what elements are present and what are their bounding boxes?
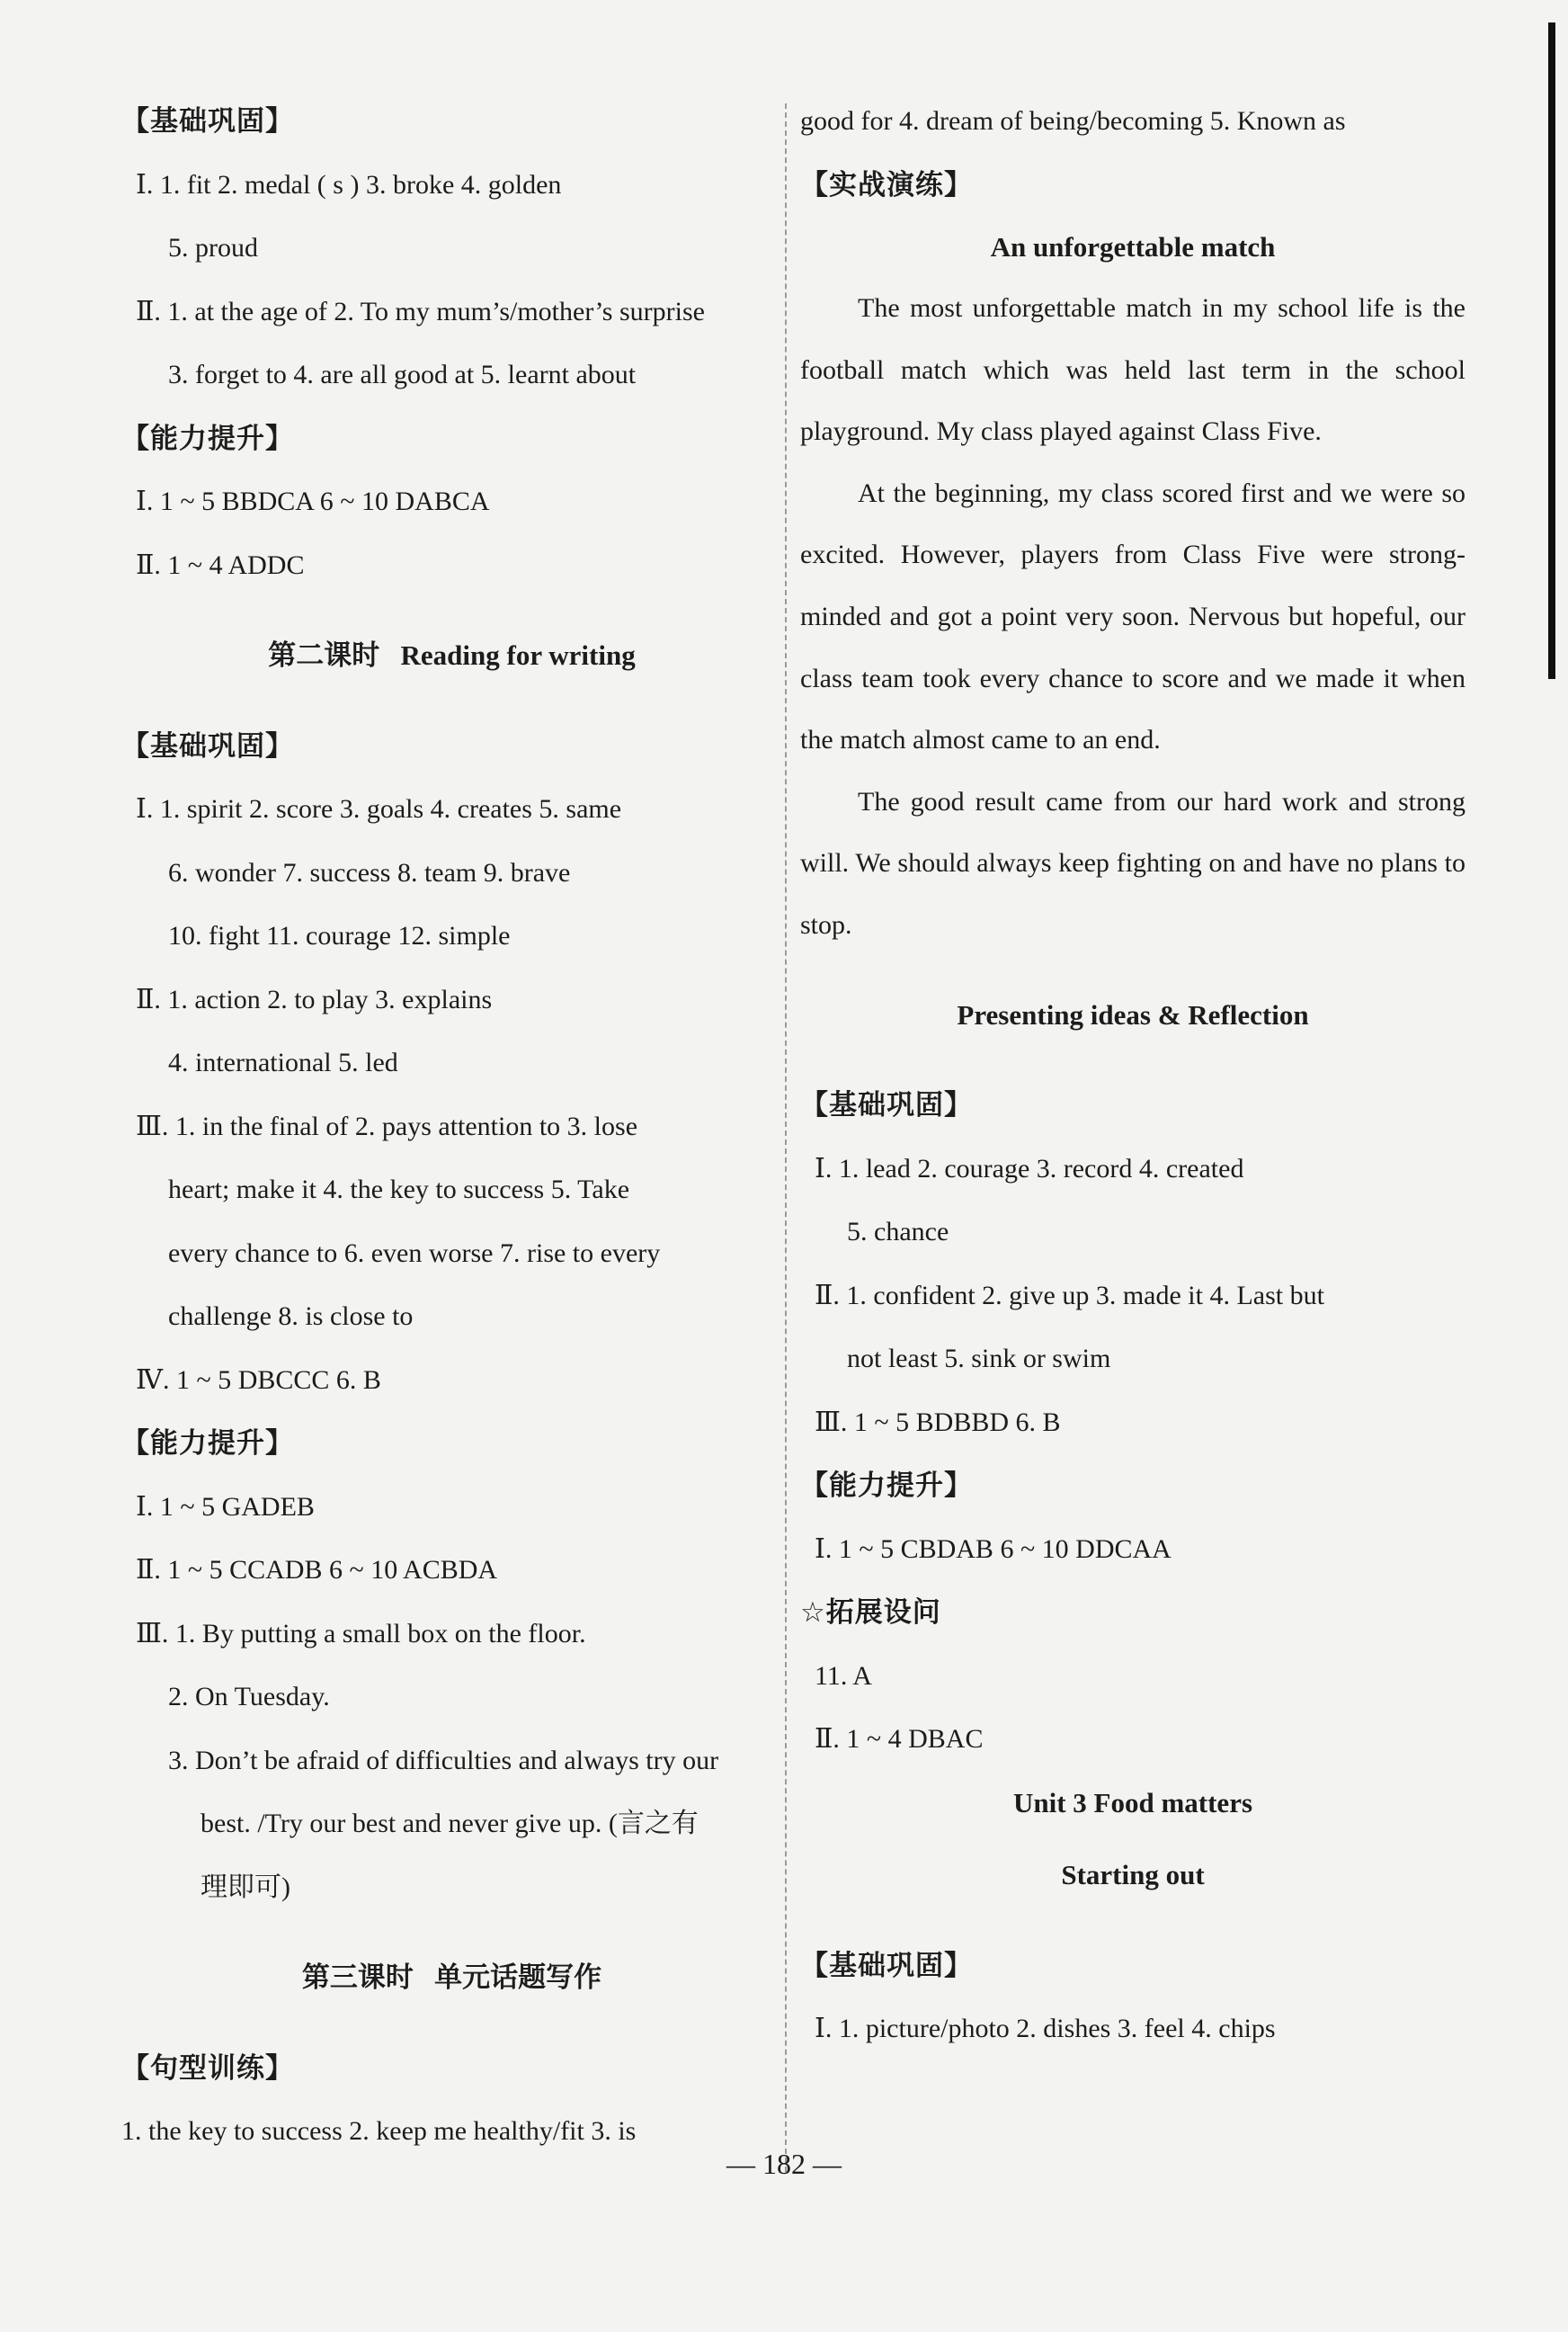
right-column xyxy=(800,90,1466,2061)
essay-paragraph: The good result came from our hard work and strong will. We should always keep fighting on and have no plans to stop. xyxy=(800,786,1466,940)
answer-line: Ⅰ. 1 ~ 5 CBDAB 6 ~ 10 DDCAA xyxy=(815,1533,1172,1564)
essay-body xyxy=(800,278,1466,957)
answer-line: 1. the key to success 2. keep me healthy/fit 3. is xyxy=(121,2116,637,2146)
answer-line: not least 5. sink or swim xyxy=(847,1344,1111,1374)
column-divider xyxy=(785,103,787,2172)
section-heading-basic: 【基础巩固】 xyxy=(121,729,294,763)
answer-line: Ⅱ. 1 ~ 5 CCADB 6 ~ 10 ACBDA xyxy=(136,1555,498,1585)
left-column xyxy=(121,90,782,2164)
answer-line: 3. forget to 4. are all good at 5. learnt about xyxy=(168,360,637,389)
answer-line: Ⅳ. 1 ~ 5 DBCCC 6. B xyxy=(136,1364,381,1395)
lesson-title-cn-topic: 单元话题写作 xyxy=(434,1961,602,1994)
lesson-title-cn: 第二课时 xyxy=(268,639,380,672)
answer-line: every chance to 6. even worse 7. rise to every xyxy=(168,1237,661,1268)
answer-line: Ⅱ. 1. action 2. to play 3. explains xyxy=(136,984,493,1014)
answer-line: Ⅱ. 1. confident 2. give up 3. made it 4. Last but xyxy=(815,1280,1324,1310)
lesson-title xyxy=(121,624,782,688)
essay-paragraph: The most unforgettable match in my school life is the football match which was held last term in the school playground. My class played against Class Five. xyxy=(800,293,1466,447)
lesson-title-cn: 第三课时 xyxy=(301,1961,414,1994)
section-heading-basic: 【基础巩固】 xyxy=(121,105,294,138)
essay-title: An unforgettable match xyxy=(990,231,1276,263)
answer-line: 5. chance xyxy=(847,1217,949,1247)
answer-line: 3. Don’t be afraid of difficulties and always try our xyxy=(168,1745,719,1775)
answer-line: Ⅰ. 1. fit 2. medal ( s ) 3. broke 4. golden xyxy=(136,169,562,200)
unit-title: Unit 3 Food matters xyxy=(1012,1786,1253,1818)
unit-subtitle: Starting out xyxy=(1061,1859,1205,1891)
answer-line: best. /Try our best and never give up. (言之有 xyxy=(200,1809,699,1838)
answer-line: heart; make it 4. the key to success 5. Take xyxy=(168,1175,630,1204)
answer-line: 11. A xyxy=(815,1660,872,1691)
answer-line: Ⅰ. 1. spirit 2. score 3. goals 4. creates 5. same xyxy=(136,794,622,824)
answer-line: Ⅲ. 1 ~ 5 BDBBD 6. B xyxy=(815,1407,1061,1437)
answer-line: Ⅱ. 1 ~ 4 ADDC xyxy=(136,549,305,580)
section-heading-basic: 【基础巩固】 xyxy=(800,1949,973,1982)
answer-line: challenge 8. is close to xyxy=(168,1301,414,1331)
answer-line: Ⅰ. 1. lead 2. courage 3. record 4. created xyxy=(815,1153,1244,1184)
page-edge-shadow xyxy=(1548,22,1555,679)
answer-line: Ⅰ. 1. picture/photo 2. dishes 3. feel 4. chips xyxy=(815,2014,1276,2044)
answer-line: Ⅲ. 1. By putting a small box on the floor. xyxy=(136,1618,586,1648)
answer-line: Ⅰ. 1 ~ 5 BBDCA 6 ~ 10 DABCA xyxy=(136,487,490,516)
section-heading-sentence: 【句型训练】 xyxy=(121,2051,294,2085)
section-heading-practice: 【实战演练】 xyxy=(800,168,973,201)
essay-paragraph: At the beginning, my class scored first and we were so excited. However, players from Class Five were strong-minded and got a point very soon. Nervous but hopeful, our class team took every chance to score and we made it when the match almost came to an end. xyxy=(800,478,1466,755)
answer-line: Ⅱ. 1. at the age of 2. To my mum’s/mother’s surprise xyxy=(136,296,705,326)
answer-line: good for 4. dream of being/becoming 5. Known as xyxy=(800,106,1346,136)
answer-line: 2. On Tuesday. xyxy=(168,1682,330,1711)
lesson-title xyxy=(121,1946,782,2010)
answer-line: 10. fight 11. courage 12. simple xyxy=(168,921,511,951)
answer-line: 6. wonder 7. success 8. team 9. brave xyxy=(168,857,571,888)
lesson-title-en: Reading for writing xyxy=(400,639,636,671)
answer-line: 理即可) xyxy=(200,1872,290,1902)
section-heading-extension: ☆拓展设问 xyxy=(800,1596,941,1630)
section-heading-ability: 【能力提升】 xyxy=(800,1470,973,1503)
section-heading-ability: 【能力提升】 xyxy=(121,1427,294,1460)
answer-line: Ⅲ. 1. in the final of 2. pays attention to 3. lose xyxy=(136,1111,638,1141)
answer-line: 5. proud xyxy=(168,233,258,263)
answer-line: Ⅱ. 1 ~ 4 DBAC xyxy=(815,1724,984,1755)
answer-line: Ⅰ. 1 ~ 5 GADEB xyxy=(136,1491,315,1522)
section-heading-ability: 【能力提升】 xyxy=(121,422,294,455)
page-number: — 182 — xyxy=(726,2148,842,2180)
section-heading-basic: 【基础巩固】 xyxy=(800,1089,973,1122)
answer-line: 4. international 5. led xyxy=(168,1048,398,1077)
section-title: Presenting ideas & Reflection xyxy=(957,998,1309,1031)
